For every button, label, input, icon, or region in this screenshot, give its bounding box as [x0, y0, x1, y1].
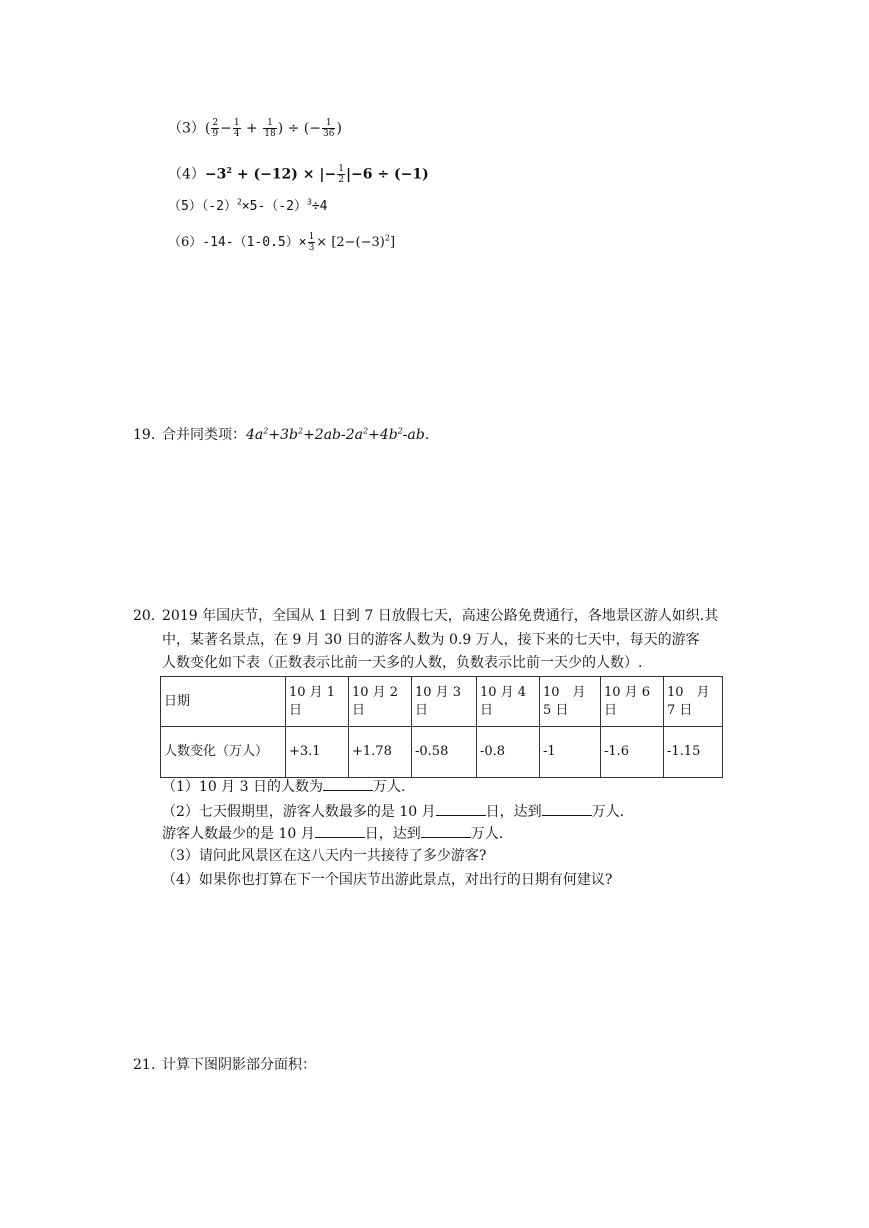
table-cell: -1	[540, 727, 601, 778]
table-row	[161, 677, 723, 727]
table-cell: -1.6	[601, 727, 664, 778]
fraction: $\frac{1}{18}$	[264, 118, 276, 139]
item-label: （5）	[168, 199, 202, 214]
answer-blank[interactable]	[315, 823, 365, 838]
q18-item-5: $(5)(-2)^2\times 5-(-2)^3\div 4$	[168, 197, 328, 214]
fraction: $\frac{1}{4}$	[233, 118, 240, 139]
fraction: $\frac{1}{2}$	[338, 164, 344, 185]
table-cell: 10 月 5 日	[540, 677, 601, 727]
q19-expression: $4a^2+3b^2+2ab-2a^2+4b^2-ab$.	[246, 426, 430, 443]
table-cell: 10 月 1 日	[286, 677, 349, 727]
q20-line-3: 人数变化如下表（正数表示比前一天多的人数，负数表示比前一天少的人数）.	[162, 655, 643, 671]
q18-item-3: （3）( $\frac{2}{9}$ − $\frac{1}{4}$ + $\frac{1}{18}$ ) ÷ (− $\frac{1}{36}$ )	[168, 118, 342, 139]
table-cell: 人数变化（万人）	[161, 727, 286, 778]
table-row	[161, 727, 723, 778]
answer-blank[interactable]	[542, 801, 592, 816]
answer-blank[interactable]	[323, 776, 373, 791]
table-cell: 10 月 6 日	[601, 677, 664, 727]
q20-sub-3: （3）请问此风景区在这八天内一共接待了多少游客?	[162, 848, 487, 864]
item-label: （6）	[168, 235, 203, 250]
q20-line-2: 中，某著名景点，在 9 月 30 日的游客人数为 0.9 万人，接下来的七天中，每天的游客	[162, 632, 700, 648]
q19-text: 合并同类项：$4a^2+3b^2+2ab-2a^2+4b^2-ab$.	[162, 426, 430, 443]
question-number: 21.	[133, 1057, 156, 1073]
fraction: $\frac{1}{36}$	[323, 118, 335, 139]
q20-sub-2b: 游客人数最少的是 10 月 日，达到 万人.	[162, 823, 503, 844]
q20-sub-1: （1）10 月 3 日的人数为 万人.	[162, 776, 405, 797]
table-cell: 10 月 7 日	[664, 677, 723, 727]
visitor-change-table	[160, 676, 723, 778]
q20-line-1: 2019 年国庆节，全国从 1 日到 7 日放假七天，高速公路免费通行，各地景区游人如织.其	[162, 608, 719, 624]
fraction: $\frac{1}{3}$	[308, 232, 315, 253]
table-cell: 10 月 2 日	[349, 677, 412, 727]
answer-blank[interactable]	[421, 823, 471, 838]
table-cell: -1.15	[664, 727, 723, 778]
q21-text: 计算下图阴影部分面积：	[162, 1057, 316, 1073]
q20-sub-4: （4）如果你也打算在下一个国庆节出游此景点，对出行的日期有何建议?	[162, 872, 613, 888]
table-cell: -0.58	[412, 727, 477, 778]
answer-blank[interactable]	[436, 801, 486, 816]
q18-item-4: $(4)-3^2 + (-12)$ × |− $\frac{1}{2}$ |−6 ÷ (−1)	[168, 164, 429, 185]
item-label: （3）	[168, 120, 205, 137]
table-cell: +1.78	[349, 727, 412, 778]
question-number: 20.	[133, 608, 156, 624]
q20-sub-2: （2）七天假期里，游客人数最多的是 10 月 日，达到 万人.	[162, 801, 624, 822]
item-label: （4）	[168, 166, 205, 183]
q18-item-6: （6）-14-（1-0.5）× $\frac{1}{3}$ × $[2-(-3)^2]$	[168, 232, 396, 253]
fraction: $\frac{2}{9}$	[212, 118, 219, 139]
table-cell: 日期	[161, 677, 286, 727]
table-cell: +3.1	[286, 727, 349, 778]
table-cell: 10 月 4 日	[477, 677, 540, 727]
table-cell: -0.8	[477, 727, 540, 778]
question-number: 19.	[133, 427, 156, 443]
table-cell: 10 月 3 日	[412, 677, 477, 727]
